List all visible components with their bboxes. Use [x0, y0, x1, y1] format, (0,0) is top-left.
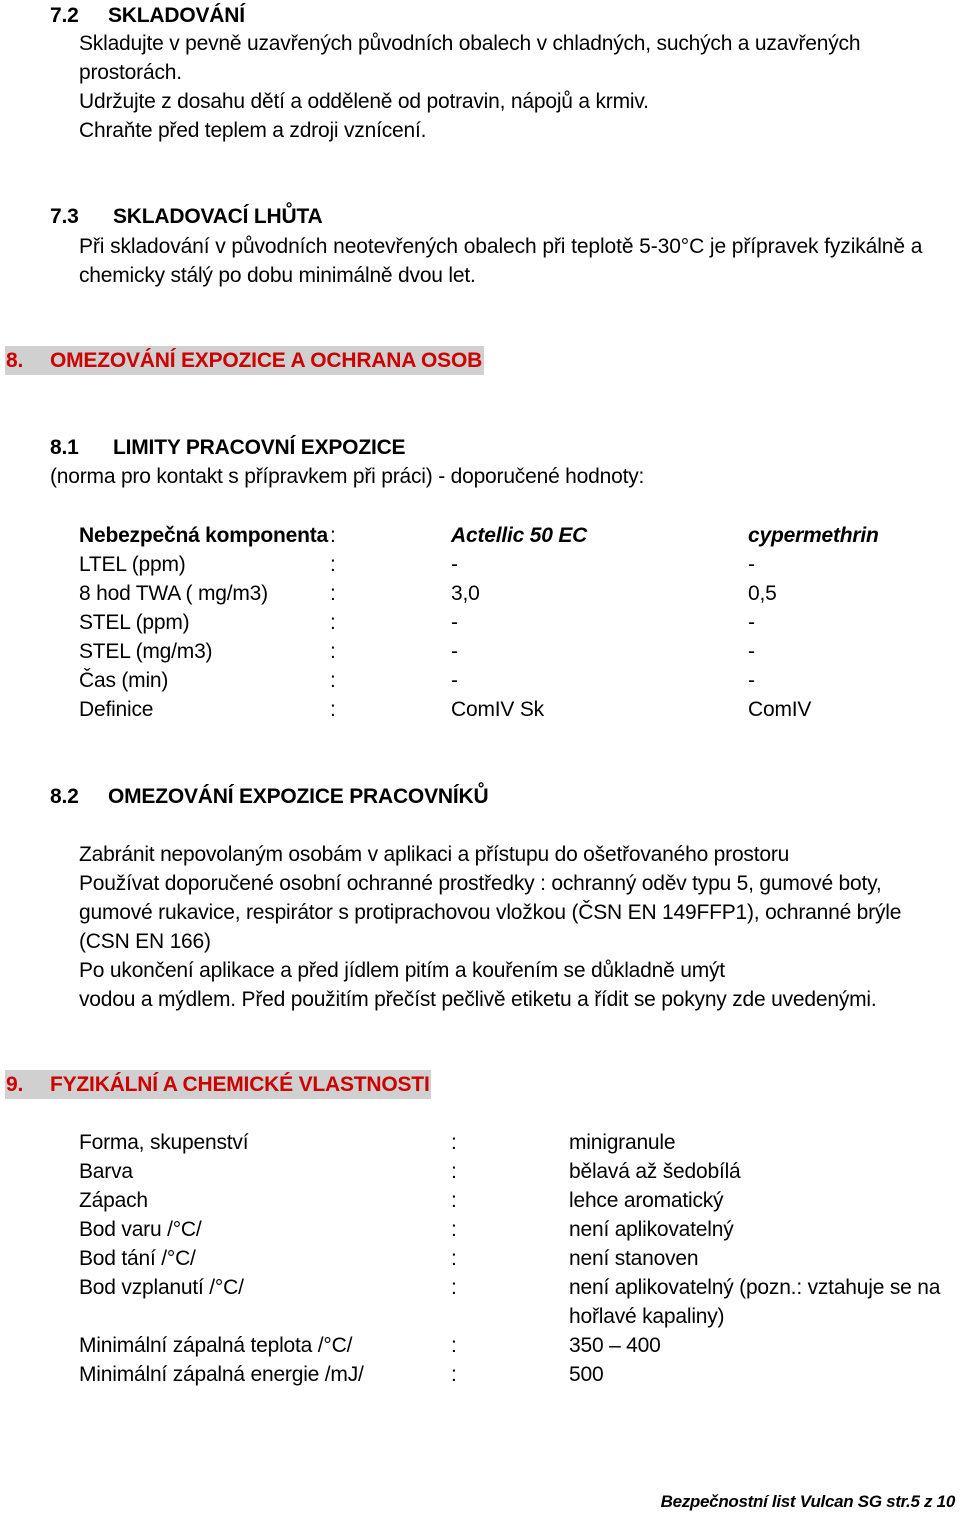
- section-7-3-line: chemicky stálý po dobu minimálně dvou let.: [79, 264, 476, 287]
- limits-row-col1: -: [451, 669, 458, 692]
- section-8-2-line: Zabránit nepovolaným osobám v aplikaci a přístupu do ošetřovaného prostoru: [79, 843, 790, 866]
- section-8-1-number: 8.1: [50, 436, 79, 459]
- section-7-2-line: Chraňte před teplem a zdroji vznícení.: [79, 119, 427, 142]
- section-8-2-line: gumové rukavice, respirátor s protiprachovou vložkou (ČSN EN 149FFP1), ochranné brýle: [79, 901, 902, 924]
- property-label: Bod varu /°C/: [79, 1218, 202, 1241]
- property-value: bělavá až šedobílá: [569, 1160, 741, 1183]
- limits-row-col1: -: [451, 611, 458, 634]
- property-label: Forma, skupenství: [79, 1131, 249, 1154]
- property-colon: :: [451, 1363, 457, 1386]
- section-7-3-line: Při skladování v původních neotevřených obalech při teplotě 5-30°C je přípravek fyzikálně a: [79, 235, 923, 258]
- limits-row-col2: -: [748, 640, 755, 663]
- section-8-2-title: OMEZOVÁNÍ EXPOZICE PRACOVNÍKŮ: [108, 785, 489, 808]
- limits-header-colon: :: [330, 524, 336, 547]
- limits-header-col-cypermethrin: cypermethrin: [748, 524, 879, 547]
- limits-row-col2: -: [748, 669, 755, 692]
- section-8-2-number: 8.2: [50, 785, 79, 808]
- section-7-2-line: Skladujte v pevně uzavřených původních obalech v chladných, suchých a uzavřených: [79, 32, 861, 55]
- limits-row-colon: :: [330, 582, 336, 605]
- limits-row-col2: -: [748, 553, 755, 576]
- section-7-2-title: SKLADOVÁNÍ: [108, 4, 245, 27]
- section-8-number: 8.: [6, 349, 24, 372]
- section-8-1-title: LIMITY PRACOVNÍ EXPOZICE: [113, 436, 406, 459]
- limits-row-col2: 0,5: [748, 582, 777, 605]
- section-8-2-line: vodou a mýdlem. Před použitím přečíst pečlivě etiketu a řídit se pokyny zde uvedenými.: [79, 988, 877, 1011]
- limits-row-colon: :: [330, 669, 336, 692]
- limits-row-label: Čas (min): [79, 669, 169, 692]
- limits-row-colon: :: [330, 553, 336, 576]
- section-7-2-number: 7.2: [50, 4, 79, 27]
- property-colon: :: [451, 1218, 457, 1241]
- limits-row-col1: 3,0: [451, 582, 480, 605]
- section-7-2-line: prostorách.: [79, 61, 182, 84]
- limits-row-colon: :: [330, 611, 336, 634]
- section-8-title: OMEZOVÁNÍ EXPOZICE A OCHRANA OSOB: [50, 349, 483, 372]
- section-9-title: FYZIKÁLNÍ A CHEMICKÉ VLASTNOSTI: [50, 1073, 430, 1096]
- section-8-2-line: Po ukončení aplikace a před jídlem pitím a kouřením se důkladně umýt: [79, 959, 725, 982]
- property-value: není aplikovatelný: [569, 1218, 734, 1241]
- property-label: Minimální zápalná teplota /°C/: [79, 1334, 353, 1357]
- property-value: minigranule: [569, 1131, 676, 1154]
- section-8-2-line: (CSN EN 166): [79, 930, 211, 953]
- property-value: 350 – 400: [569, 1334, 661, 1357]
- limits-row-label: STEL (ppm): [79, 611, 190, 634]
- property-value: lehce aromatický: [569, 1189, 724, 1212]
- property-value: není stanoven: [569, 1247, 699, 1270]
- property-colon: :: [451, 1334, 457, 1357]
- limits-row-label: STEL (mg/m3): [79, 640, 213, 663]
- property-label: Barva: [79, 1160, 133, 1183]
- property-colon: :: [451, 1247, 457, 1270]
- limits-row-label: LTEL (ppm): [79, 553, 186, 576]
- limits-row-label: 8 hod TWA ( mg/m3): [79, 582, 268, 605]
- section-7-2-line: Udržujte z dosahu dětí a odděleně od potravin, nápojů a krmiv.: [79, 90, 649, 113]
- property-colon: :: [451, 1131, 457, 1154]
- limits-header-col-actellic: Actellic 50 EC: [451, 524, 588, 547]
- property-colon: :: [451, 1189, 457, 1212]
- section-7-3-title: SKLADOVACÍ LHŮTA: [113, 205, 323, 228]
- section-8-2-line: Používat doporučené osobní ochranné prostředky : ochranný oděv typu 5, gumové boty,: [79, 872, 882, 895]
- property-label: Zápach: [79, 1189, 148, 1212]
- property-colon: :: [451, 1276, 457, 1299]
- limits-row-col1: -: [451, 640, 458, 663]
- limits-row-colon: :: [330, 640, 336, 663]
- property-value-continued: hořlavé kapaliny): [569, 1305, 725, 1328]
- limits-row-col2: ComIV: [748, 698, 812, 721]
- property-label: Bod vzplanutí /°C/: [79, 1276, 244, 1299]
- limits-row-label: Definice: [79, 698, 154, 721]
- section-8-1-subtitle: (norma pro kontakt s přípravkem při práci) - doporučené hodnoty:: [50, 465, 645, 488]
- property-value: 500: [569, 1363, 604, 1386]
- property-colon: :: [451, 1160, 457, 1183]
- limits-row-colon: :: [330, 698, 336, 721]
- limits-row-col1: ComIV Sk: [451, 698, 544, 721]
- property-value: není aplikovatelný (pozn.: vztahuje se na: [569, 1276, 941, 1299]
- limits-row-col1: -: [451, 553, 458, 576]
- limits-header-label: Nebezpečná komponenta: [79, 524, 329, 547]
- section-9-number: 9.: [6, 1073, 24, 1096]
- property-label: Bod tání /°C/: [79, 1247, 196, 1270]
- property-label: Minimální zápalná energie /mJ/: [79, 1363, 364, 1386]
- limits-row-col2: -: [748, 611, 755, 634]
- section-7-3-number: 7.3: [50, 205, 79, 228]
- page-footer: Bezpečnostní list Vulcan SG str.5 z 10: [660, 1492, 955, 1511]
